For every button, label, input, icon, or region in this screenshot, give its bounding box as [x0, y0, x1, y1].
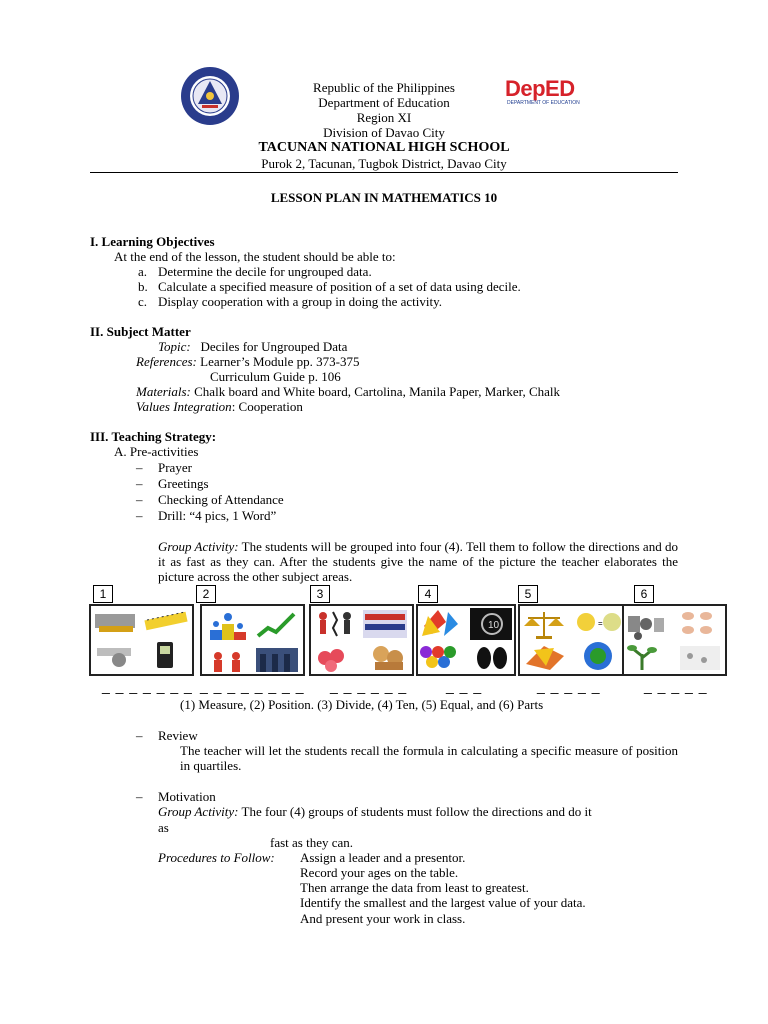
procedure-item-1: Assign a leader and a presentor.: [300, 850, 466, 865]
answer-blank-1: _ _ _ _ _ _ _: [102, 678, 193, 694]
picture-number-4: 4: [418, 585, 438, 603]
references-line: References: Learner’s Module pp. 373-375: [136, 354, 360, 369]
measuring-tools-icon: [91, 606, 192, 674]
picture-number-1: 1: [93, 585, 113, 603]
answer-blank-4: _ _ _: [446, 678, 483, 694]
scale-icon: [520, 606, 624, 674]
deped-logo-subtext: DEPARTMENT OF EDUCATION: [507, 100, 580, 106]
svg-text:10: 10: [488, 620, 500, 631]
school-name: TACUNAN NATIONAL HIGH SCHOOL: [258, 140, 510, 155]
strategy-heading: III. Teaching Strategy:: [90, 429, 217, 444]
objectives-intro: At the end of the lesson, the student should be able to:: [114, 249, 396, 264]
podium-icon: [202, 606, 303, 674]
subject-heading: II. Subject Matter: [90, 324, 191, 339]
answer-blank-6: _ _ _ _ _: [644, 678, 708, 694]
picture-position: [200, 604, 305, 676]
motivation-as: as: [158, 820, 169, 835]
picture-number-2: 2: [196, 585, 216, 603]
picture-number-3: 3: [310, 585, 330, 603]
bullet-attendance: – Checking of Attendance: [136, 492, 284, 507]
school-address: Purok 2, Tacunan, Tugbok District, Davao City: [261, 156, 507, 171]
procedure-item-5: And present your work in class.: [300, 911, 466, 926]
picture-measure: [89, 604, 194, 676]
picture-divide: [309, 604, 414, 676]
header-line-1: Republic of the Philippines: [313, 80, 455, 95]
values-line: Values Integration: Cooperation: [136, 399, 303, 414]
bullet-review: – Review: [136, 728, 198, 743]
picture-number-5: 5: [518, 585, 538, 603]
header-line-2: Department of Education: [318, 95, 450, 110]
hands-and-balls-icon: [418, 606, 514, 674]
answer-blank-2: _ _ _ _ _ _ _ _: [200, 678, 305, 694]
procedure-item-3: Then arrange the data from least to greatest.: [300, 880, 529, 895]
materials-line: Materials: Chalk board and White board, Cartolina, Manila Paper, Marker, Chalk: [136, 384, 561, 399]
bullet-drill: – Drill: “4 pics, 1 Word”: [136, 508, 277, 523]
picture-equal: [518, 604, 626, 676]
answers-line: (1) Measure, (2) Position. (3) Divide, (4) Ten, (5) Equal, and (6) Parts: [180, 697, 544, 712]
group-activity-paragraph: Group Activity: The students will be grouped into four (4). Tell them to follow the directions and do it as fast as they can. After the students give the name of the picture the teacher elaborates the picture across the other subject areas.: [158, 539, 678, 584]
bullet-greetings: – Greetings: [136, 476, 209, 491]
review-paragraph: The teacher will let the students recall the formula in calculating a specific measure of position in quartiles.: [180, 743, 678, 773]
topic-line: Topic: Deciles for Ungrouped Data: [158, 339, 348, 354]
deped-logo: [505, 78, 605, 110]
bullet-motivation: – Motivation: [136, 789, 216, 804]
parts-icon: [624, 606, 725, 674]
motivation-group-line: Group Activity: The four (4) groups of students must follow the directions and do it: [158, 804, 592, 819]
motivation-line-2: fast as they can.: [270, 835, 354, 850]
picture-ten: [416, 604, 516, 676]
lesson-title: LESSON PLAN IN MATHEMATICS 10: [270, 190, 498, 205]
pre-activities-heading: A. Pre-activities: [114, 444, 199, 459]
header-line-3: Region XI: [356, 110, 412, 125]
picture-parts: [622, 604, 727, 676]
divide-icon: [311, 606, 412, 674]
objective-item-b: b. Calculate a specified measure of position of a set of data using decile.: [138, 279, 521, 294]
references-line-2: Curriculum Guide p. 106: [210, 369, 341, 384]
procedure-item-4: Identify the smallest and the largest value of your data.: [300, 895, 586, 910]
procedure-item-2: Record your ages on the table.: [300, 865, 459, 880]
svg-text:=: =: [598, 619, 603, 628]
header-line-4: Division of Davao City: [323, 125, 445, 140]
objectives-heading: I. Learning Objectives: [90, 234, 215, 249]
bullet-prayer: – Prayer: [136, 460, 192, 475]
answer-blank-5: _ _ _ _ _: [537, 678, 601, 694]
objective-item-a: a. Determine the decile for ungrouped data.: [138, 264, 372, 279]
picture-number-6: 6: [634, 585, 654, 603]
answer-blank-3: _ _ _ _ _ _: [330, 678, 408, 694]
deped-logo-text: DepED: [505, 76, 575, 101]
header-divider: [90, 172, 678, 173]
procedures-label: Procedures to Follow:: [158, 850, 275, 865]
objective-item-c: c. Display cooperation with a group in doing the activity.: [138, 294, 443, 309]
